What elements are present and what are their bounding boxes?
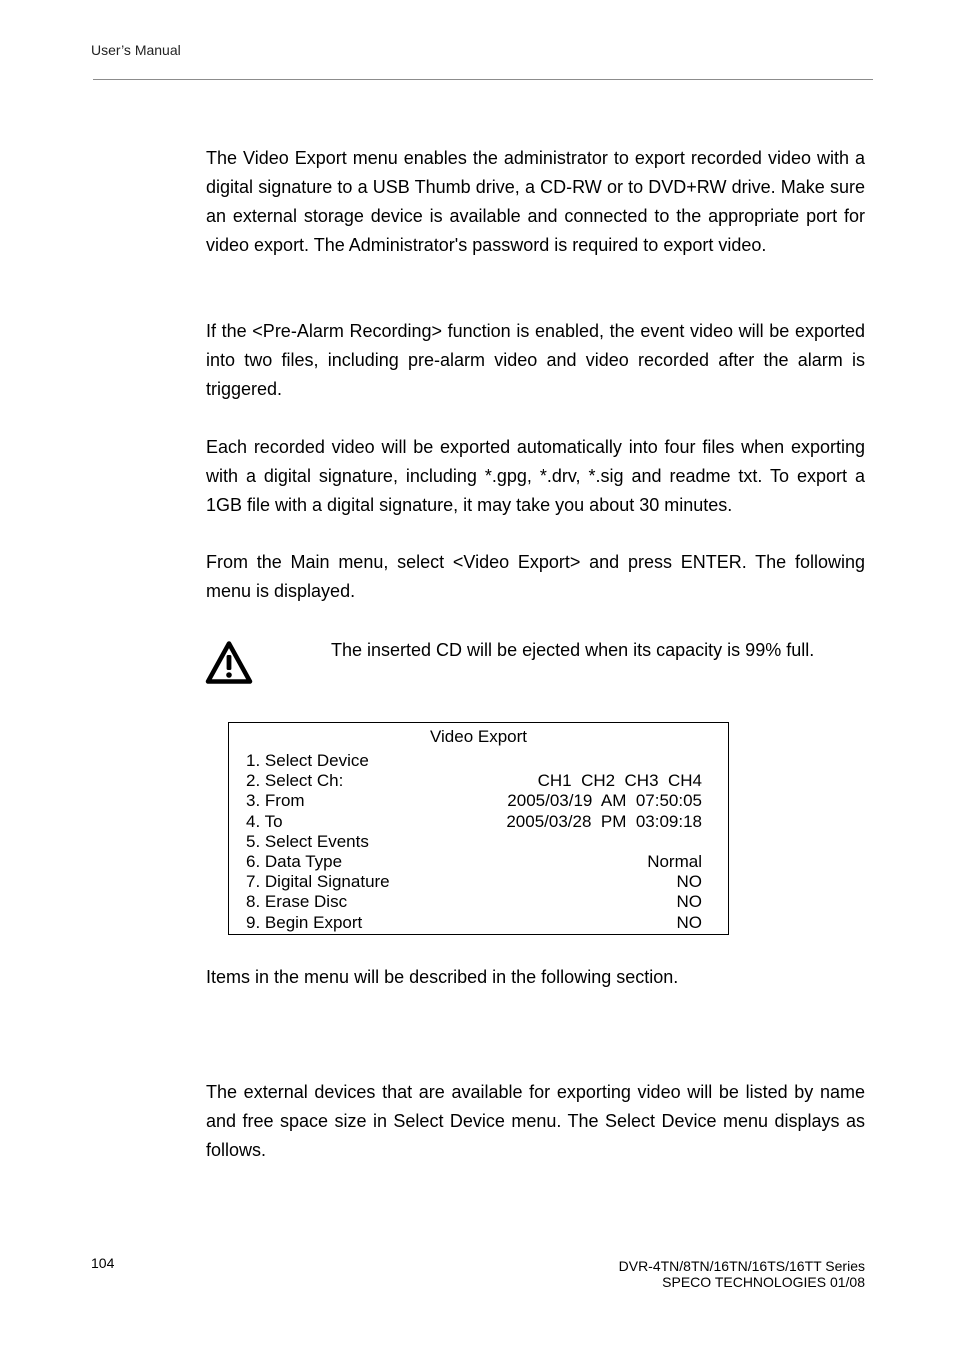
export-files-paragraph: Each recorded video will be exported automatically into four files when exporting with a digital signature, including *.gpg, *.drv, *.sig and readme txt. To export a 1GB file with a digital signature, it may take you about 30 minutes. bbox=[206, 437, 865, 515]
menu-item bbox=[246, 892, 702, 912]
menu-title: Video Export bbox=[429, 727, 528, 746]
menu-item bbox=[246, 852, 702, 872]
menu-item-label: 3. From bbox=[246, 791, 305, 811]
main-menu-paragraph: From the Main menu, select <Video Export> and press ENTER. The following menu is displayed. bbox=[206, 552, 865, 601]
select-device-paragraph: The external devices that are available for exporting video will be listed by name and free space size in Select Device menu. The Select Device menu displays as follows. bbox=[206, 1082, 865, 1160]
footer-info bbox=[619, 1258, 865, 1290]
menu-item bbox=[246, 913, 702, 933]
menu-item bbox=[246, 832, 702, 852]
menu-item-list bbox=[246, 751, 702, 933]
menu-item-value: NO bbox=[676, 912, 702, 932]
menu-item bbox=[246, 872, 702, 892]
footer-company: SPECO TECHNOLOGIES 01/08 bbox=[662, 1274, 865, 1290]
menu-item-label: 1. Select Device bbox=[246, 751, 369, 770]
menu-item-value: 2005/03/19 AM 07:50:05 bbox=[507, 791, 702, 811]
menu-item-value: 2005/03/28 PM 03:09:18 bbox=[506, 811, 702, 831]
header-divider bbox=[93, 79, 873, 80]
menu-item-value: NO bbox=[676, 872, 702, 892]
footer-series: DVR-4TN/8TN/16TN/16TS/16TT Series bbox=[618, 1258, 865, 1274]
video-export-menu bbox=[228, 722, 729, 935]
intro-paragraph: The Video Export menu enables the administrator to export recorded video with a digital signature to a USB Thumb drive, a CD-RW or to DVD+RW drive. Make sure an external storage device is available and connected to the appropriate port for video export. The Administrator's password is required to export video. bbox=[206, 148, 865, 255]
menu-item-label: 7. Digital Signature bbox=[246, 872, 390, 892]
menu-item-label: 8. Erase Disc bbox=[246, 892, 348, 912]
menu-item bbox=[246, 751, 702, 771]
menu-item bbox=[246, 812, 702, 832]
menu-item-label: 5. Select Events bbox=[246, 831, 369, 851]
menu-item bbox=[246, 771, 702, 791]
note-text: The inserted CD will be ejected when its capacity is 99% full. bbox=[331, 640, 815, 660]
menu-item-value: Normal bbox=[647, 851, 702, 871]
menu-item-label: 4. To bbox=[246, 811, 283, 831]
menu-item-label: 9. Begin Export bbox=[246, 912, 363, 932]
menu-item-value: CH1 CH2 CH3 CH4 bbox=[537, 771, 702, 791]
menu-item-label: 2. Select Ch: bbox=[246, 771, 344, 791]
menu-item-value: NO bbox=[676, 892, 702, 912]
menu-description-note: Items in the menu will be described in the following section. bbox=[206, 967, 679, 987]
warning-triangle-icon bbox=[205, 640, 253, 685]
menu-item-label: 6. Data Type bbox=[246, 851, 343, 871]
page-number: 104 bbox=[91, 1255, 115, 1271]
pre-alarm-paragraph: If the <Pre-Alarm Recording> function is enabled, the event video will be exported into two files, including pre-alarm video and video recorded after the alarm is triggered. bbox=[206, 321, 865, 399]
running-header: User’s Manual bbox=[91, 42, 181, 58]
menu-item bbox=[246, 791, 702, 811]
